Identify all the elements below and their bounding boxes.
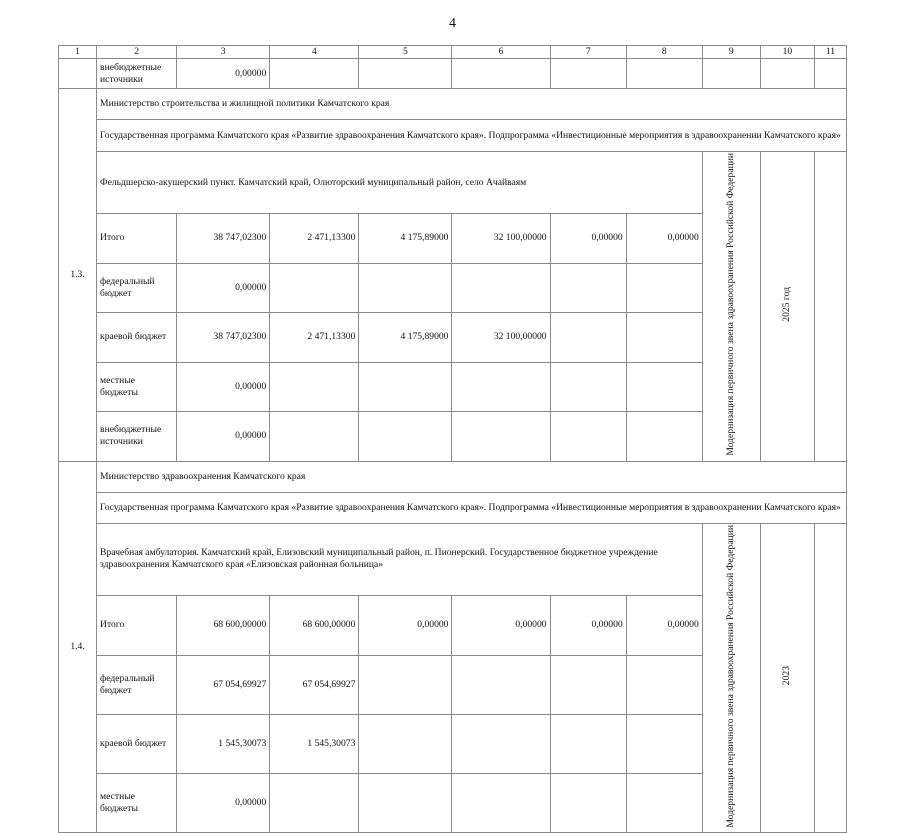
value-cell: 0,00000 [177,774,270,833]
value-cell [626,655,702,714]
ministry-row [59,89,847,120]
header-cell: 3 [177,46,270,59]
header-row [59,46,847,59]
value-cell [550,412,626,462]
value-cell: 0,00000 [177,263,270,312]
value-cell: 0,00000 [550,214,626,263]
header-cell: 9 [702,46,760,59]
value-cell [359,655,452,714]
value-cell: 0,00000 [177,412,270,462]
value-cell: 67 054,69927 [177,655,270,714]
value-cell [270,362,359,411]
value-cell [452,412,550,462]
row-label: краевой бюджет [97,714,177,773]
header-cell: 2 [97,46,177,59]
empty-cell [59,59,97,89]
program-row [59,492,847,523]
object-name: Врачебная амбулатория. Камчатский край, Елизовский муниципальный район, п. Пионерский. Государственное бюджетное учреждение здравоохранения Камчатского края «Елизовская районная больница» [97,523,703,596]
empty-cell [550,59,626,89]
value-cell: 0,00000 [626,214,702,263]
budget-table [58,45,847,833]
table-row [59,59,847,89]
object-row [59,523,847,596]
value-cell: 0,00000 [550,596,626,655]
value-cell: 32 100,00000 [452,313,550,362]
value-cell [550,362,626,411]
value-cell [359,263,452,312]
header-cell: 6 [452,46,550,59]
row-label: федеральный бюджет [97,263,177,312]
header-cell: 5 [359,46,452,59]
value-cell [452,362,550,411]
value-cell [452,263,550,312]
value-cell: 32 100,00000 [452,214,550,263]
value-cell [550,655,626,714]
value-cell: 1 545,30073 [177,714,270,773]
value-cell [359,774,452,833]
value-cell [359,362,452,411]
row-label: местные бюджеты [97,774,177,833]
value-cell [452,655,550,714]
ministry-name: Министерство здравоохранения Камчатского края [97,461,847,492]
value-cell: 0,00000 [177,59,270,89]
value-cell [626,412,702,462]
empty-cell [359,59,452,89]
value-cell [550,714,626,773]
empty-cell [702,59,760,89]
value-cell: 0,00000 [359,596,452,655]
value-cell: 2 471,13300 [270,214,359,263]
row-label: внебюджетные источники [97,59,177,89]
value-cell: 1 545,30073 [270,714,359,773]
value-cell: 0,00000 [177,362,270,411]
program-row [59,120,847,152]
purpose-text: Модернизация первичного звена здравоохранения Российской Федерации [725,524,737,828]
value-cell: 67 054,69927 [270,655,359,714]
period-text: 2023 [781,666,793,686]
value-cell [626,362,702,411]
value-cell: 0,00000 [626,596,702,655]
row-label: краевой бюджет [97,313,177,362]
value-cell: 38 747,02300 [177,214,270,263]
row-label: федеральный бюджет [97,655,177,714]
row-label: Итого [97,596,177,655]
period-text: 2025 год [781,286,793,322]
value-cell [452,774,550,833]
period-cell [760,523,814,833]
purpose-text: Модернизация первичного звена здравоохранения Российской Федерации [725,153,737,456]
ministry-name: Министерство строительства и жилищной политики Камчатского края [97,89,847,120]
value-cell [626,313,702,362]
value-cell: 38 747,02300 [177,313,270,362]
empty-cell [626,59,702,89]
purpose-cell [702,152,760,462]
program-name: Государственная программа Камчатского края «Развитие здравоохранения Камчатского края». Подпрограмма «Инвестиционные мероприятия в здравоохранении Камчатского края» [97,492,847,523]
value-cell: 2 471,13300 [270,313,359,362]
header-cell: 7 [550,46,626,59]
row-label: Итого [97,214,177,263]
purpose-cell [702,523,760,833]
value-cell: 68 600,00000 [177,596,270,655]
program-name: Государственная программа Камчатского края «Развитие здравоохранения Камчатского края». Подпрограмма «Инвестиционные мероприятия в здравоохранении Камчатского края» [97,120,847,152]
header-cell: 10 [760,46,814,59]
row-label: внебюджетные источники [97,412,177,462]
header-cell: 1 [59,46,97,59]
empty-cell [814,59,846,89]
value-cell [626,774,702,833]
value-cell [452,714,550,773]
section-number: 1.4. [59,461,97,833]
object-row [59,152,847,214]
header-cell: 4 [270,46,359,59]
page-number: 4 [449,16,456,31]
value-cell [626,714,702,773]
value-cell [550,774,626,833]
empty-cell [814,152,846,462]
value-cell [550,263,626,312]
object-name: Фельдшерско-акушерский пункт. Камчатский край, Олюторский муниципальный район, село Ачайваям [97,152,703,214]
value-cell [550,313,626,362]
ministry-row [59,461,847,492]
row-label: местные бюджеты [97,362,177,411]
value-cell [359,714,452,773]
empty-cell [270,59,359,89]
empty-cell [760,59,814,89]
header-cell: 8 [626,46,702,59]
value-cell [270,412,359,462]
value-cell [270,263,359,312]
empty-cell [452,59,550,89]
period-cell [760,152,814,462]
value-cell: 68 600,00000 [270,596,359,655]
value-cell: 0,00000 [452,596,550,655]
empty-cell [814,523,846,833]
header-cell: 11 [814,46,846,59]
value-cell: 4 175,89000 [359,313,452,362]
value-cell [359,412,452,462]
section-number: 1.3. [59,89,97,462]
value-cell [626,263,702,312]
value-cell: 4 175,89000 [359,214,452,263]
value-cell [270,774,359,833]
